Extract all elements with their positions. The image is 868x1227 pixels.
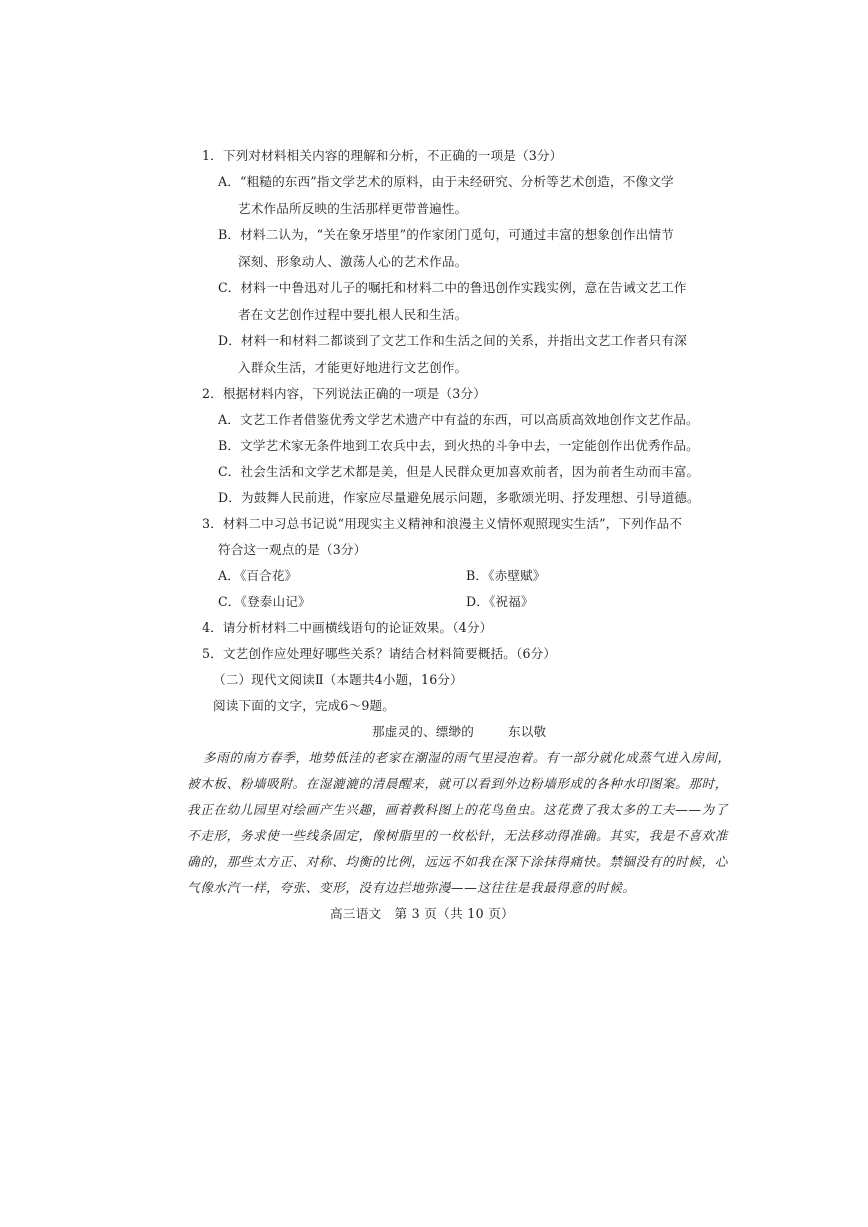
q2-option-a: A．文艺工作者借鉴优秀文学艺术遗产中有益的东西，可以高质高效地创作文艺作品。 — [218, 412, 699, 427]
question-1-stem: 1．下列对材料相关内容的理解和分析，不正确的一项是（3分） — [202, 148, 563, 163]
passage-title: 那虚灵的、缥缈的 — [372, 724, 474, 739]
passage-line-5: 确的，那些太方正、对称、均衡的比例，远远不如我在深下涂抹得痛快。禁锢没有的时候，心 — [187, 854, 728, 869]
q1-option-a-line2: 艺术作品所反映的生活那样更带普遍性。 — [238, 201, 468, 216]
q1-option-b-line2: 深刻、形象动人、激荡人心的艺术作品。 — [238, 254, 468, 269]
q2-option-b: B．文学艺术家无条件地到工农兵中去，到火热的斗争中去，一定能创作出优秀作品。 — [218, 438, 699, 453]
q1-option-d-line1: D．材料一和材料二都谈到了文艺工作和生活之间的关系，并指出文艺工作者只有深 — [218, 333, 688, 348]
section-heading: （二）现代文阅读Ⅱ（本题共4小题，16分） — [213, 672, 463, 687]
q1-option-a-line1: A．“粗糙的东西”指文学艺术的原料，由于未经研究、分析等艺术创造，不像文学 — [218, 174, 674, 189]
q3-option-a: A．《百合花》 — [218, 568, 298, 583]
question-4-stem: 4．请分析材料二中画横线语句的论证效果。（4分） — [202, 620, 493, 635]
q1-option-b-line1: B．材料二认为，“关在象牙塔里”的作家闭门觅句，可通过丰富的想象创作出情节 — [218, 227, 674, 242]
q1-option-c-line2: 者在文艺创作过程中要扎根人民和生活。 — [238, 307, 468, 322]
q3-option-b: B．《赤壁赋》 — [466, 568, 546, 583]
passage-line-6: 气像水汽一样，夸张、变形，没有边拦地弥漫——这往往是我最得意的时候。 — [187, 880, 636, 895]
passage-line-3: 我正在幼儿园里对绘画产生兴趣，画着教科图上的花鸟鱼虫。这花费了我太多的工夫——为了 — [187, 802, 728, 817]
section-instruction: 阅读下面的文字，完成6～9题。 — [213, 698, 395, 713]
question-2-stem: 2．根据材料内容，下列说法正确的一项是（3分） — [202, 386, 486, 401]
page-footer: 高三语文 第 3 页（共 10 页） — [330, 906, 514, 921]
question-3-stem-line1: 3．材料二中习总书记说“用现实主义精神和浪漫主义情怀观照现实生活”，下列作品不 — [202, 516, 683, 531]
q2-option-d: D．为鼓舞人民前进，作家应尽量避免展示问题，多歌颂光明、抒发理想、引导道德。 — [218, 490, 700, 505]
q1-option-c-line1: C．材料一中鲁迅对儿子的嘱托和材料二中的鲁迅创作实践实例，意在告诫文艺工作 — [218, 280, 687, 295]
passage-line-1: 多雨的南方春季，地势低洼的老家在潮湿的雨气里浸泡着。有一部分就化成蒸气进入房间， — [203, 750, 731, 765]
passage-line-4: 不走形，务求使一些线条固定，像树脂里的一枚松针，无法移动得准确。其实，我是不喜欢准 — [187, 828, 728, 843]
q2-option-c: C．社会生活和文学艺术都是美，但是人民群众更加喜欢前者，因为前者生动而丰富。 — [218, 464, 700, 479]
question-5-stem: 5．文艺创作应处理好哪些关系？请结合材料简要概括。（6分） — [202, 646, 557, 661]
passage-line-2: 被木板、粉墙吸附。在湿漉漉的清晨醒来，就可以看到外边粉墙形成的各种水印图案。那时， — [187, 776, 728, 791]
q3-option-c: C．《登泰山记》 — [218, 594, 311, 609]
q1-option-d-line2: 入群众生活，才能更好地进行文艺创作。 — [238, 360, 468, 375]
question-3-stem-line2: 符合这一观点的是（3分） — [218, 542, 367, 557]
q3-option-d: D．《祝福》 — [466, 594, 534, 609]
passage-author: 东以敬 — [508, 724, 547, 739]
